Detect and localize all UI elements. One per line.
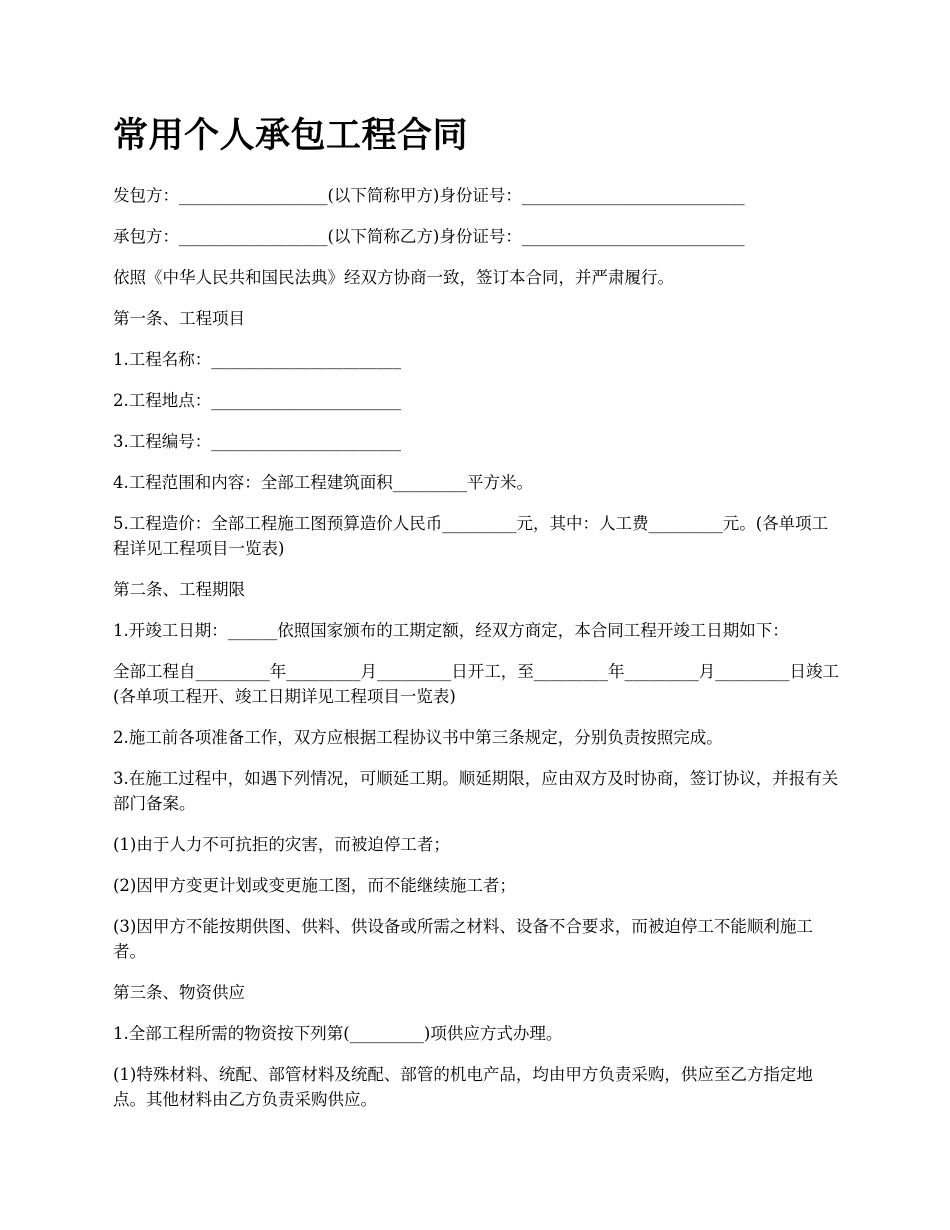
supply-item-1: (1)特殊材料、统配、部管材料及统配、部管的机电产品，均由甲方负责采购，供应至乙方指定地点。其他材料由乙方负责采购供应。 <box>113 1065 813 1109</box>
party-a-line: 发包方：__________________(以下简称甲方)身份证号：___________________________ <box>113 186 745 205</box>
project-cost-line: 5.工程造价：全部工程施工图预算造价人民币_________元，其中：人工费_________元。(各单项工程详见工程项目一览表) <box>113 514 829 558</box>
preamble: 依照《中华人民共和国民法典》经双方协商一致，签订本合同，并严肃履行。 <box>113 268 674 287</box>
project-scope-line: 4.工程范围和内容：全部工程建筑面积_________平方米。 <box>113 473 533 492</box>
article-2-heading: 第二条、工程期限 <box>113 580 245 599</box>
start-date-clause: 1.开竣工日期：______依照国家颁布的工期定额，经双方商定，本合同工程开竣工日期如下： <box>113 621 789 640</box>
article-3-heading: 第三条、物资供应 <box>113 983 245 1002</box>
extension-clause: 3.在施工过程中，如遇下列情况，可顺延工期。顺延期限，应由双方及时协商，签订协议，并报有关部门备案。 <box>113 769 839 813</box>
party-b-line: 承包方：__________________(以下简称乙方)身份证号：___________________________ <box>113 227 745 246</box>
project-location-line: 2.工程地点：_______________________ <box>113 391 401 410</box>
project-number-line: 3.工程编号：_______________________ <box>113 432 401 451</box>
supply-method-line: 1.全部工程所需的物资按下列第(_________)项供应方式办理。 <box>113 1024 563 1043</box>
document-body <box>113 112 843 1128</box>
document-title: 常用个人承包工程合同 <box>113 115 469 156</box>
extension-item-1: (1)由于人力不可抗拒的灾害，而被迫停工者； <box>113 835 450 854</box>
schedule-clause: 全部工程自_________年_________月_________日开工，至_________年_________月_________日竣工(各单项工程开、竣工日期详见工程项目一览表) <box>113 662 839 706</box>
extension-item-2: (2)因甲方变更计划或变更施工图，而不能继续施工者； <box>113 876 516 895</box>
article-1-heading: 第一条、工程项目 <box>113 309 245 328</box>
project-name-line: 1.工程名称：_______________________ <box>113 350 401 369</box>
preparation-clause: 2.施工前各项准备工作，双方应根据工程协议书中第三条规定，分别负责按照完成。 <box>113 728 723 747</box>
extension-item-3: (3)因甲方不能按期供图、供料、供设备或所需之材料、设备不合要求，而被迫停工不能顺利施工者。 <box>113 917 813 961</box>
